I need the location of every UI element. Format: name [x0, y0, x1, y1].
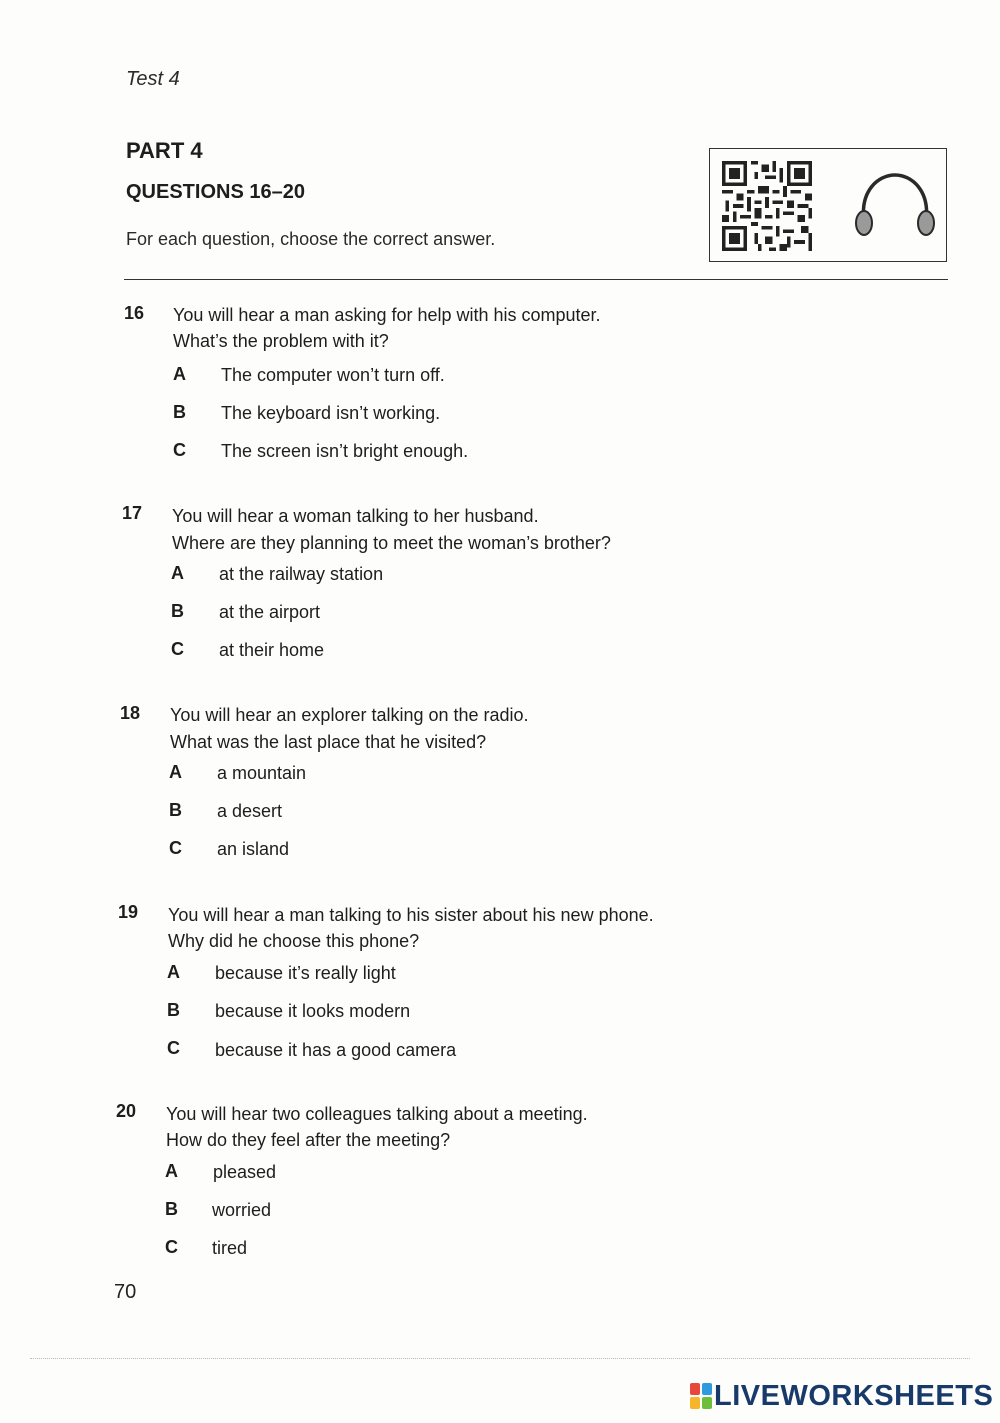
section-divider: [124, 279, 948, 280]
option-letter[interactable]: C: [167, 1038, 180, 1058]
option-letter[interactable]: B: [171, 601, 184, 621]
option-text[interactable]: pleased: [213, 1162, 277, 1182]
option-text[interactable]: at the airport: [219, 602, 321, 622]
option-letter[interactable]: C: [165, 1237, 178, 1257]
option-letter[interactable]: A: [165, 1161, 178, 1181]
option-letter[interactable]: B: [173, 402, 186, 422]
question-number: 19: [118, 902, 139, 922]
option-text[interactable]: tired: [212, 1238, 248, 1258]
question-number: 16: [124, 303, 145, 323]
watermark-text: LIVEWORKSHEETS: [714, 1379, 994, 1412]
question-text: What was the last place that he visited?: [170, 732, 487, 752]
test-label: Test 4: [126, 68, 180, 90]
question-prompt: You will hear a man talking to his sister about his new phone.: [168, 905, 654, 925]
liveworksheets-watermark: [690, 1378, 993, 1414]
option-letter[interactable]: B: [165, 1199, 178, 1219]
liveworksheets-logo-icon: [690, 1383, 712, 1409]
question-prompt: You will hear two colleagues talking about a meeting.: [166, 1104, 588, 1124]
option-letter[interactable]: C: [173, 440, 186, 460]
option-letter[interactable]: B: [167, 1000, 180, 1020]
question-text: Where are they planning to meet the woman’s brother?: [172, 533, 611, 553]
option-text[interactable]: a mountain: [217, 763, 307, 783]
instruction-text: For each question, choose the correct answer.: [126, 229, 496, 249]
qr-code-icon[interactable]: [722, 161, 812, 251]
question-prompt: You will hear an explorer talking on the radio.: [170, 705, 529, 725]
questions-title: QUESTIONS 16–20: [126, 181, 305, 203]
question-number: 18: [120, 703, 141, 723]
option-text[interactable]: because it has a good camera: [215, 1040, 457, 1060]
option-text[interactable]: The screen isn’t bright enough.: [221, 441, 469, 461]
option-letter[interactable]: A: [167, 962, 180, 982]
question-text: What’s the problem with it?: [173, 331, 389, 351]
option-text[interactable]: because it looks modern: [215, 1001, 411, 1021]
option-letter[interactable]: A: [171, 563, 184, 583]
option-letter[interactable]: A: [169, 762, 182, 782]
question-text: How do they feel after the meeting?: [166, 1130, 451, 1150]
option-text[interactable]: an island: [217, 839, 290, 859]
option-letter[interactable]: C: [169, 838, 182, 858]
option-text[interactable]: at their home: [219, 640, 325, 660]
question-prompt: You will hear a woman talking to her husband.: [172, 506, 539, 526]
part-title: PART 4: [126, 138, 203, 163]
question-number: 17: [122, 503, 143, 523]
option-text[interactable]: because it’s really light: [215, 963, 396, 983]
option-letter[interactable]: B: [169, 800, 182, 820]
option-text[interactable]: worried: [212, 1200, 272, 1220]
option-text[interactable]: a desert: [217, 801, 283, 821]
option-letter[interactable]: C: [171, 639, 184, 659]
audio-box[interactable]: [709, 148, 947, 262]
question-prompt: You will hear a man asking for help with his computer.: [173, 305, 601, 325]
option-text[interactable]: The keyboard isn’t working.: [221, 403, 441, 423]
page-number: 70: [114, 1281, 137, 1303]
question-text: Why did he choose this phone?: [168, 931, 420, 951]
headphones-icon: [852, 169, 938, 243]
option-text[interactable]: at the railway station: [219, 564, 384, 584]
scan-edge-line: [30, 1358, 970, 1359]
option-text[interactable]: The computer won’t turn off.: [221, 365, 445, 385]
option-letter[interactable]: A: [173, 364, 186, 384]
question-number: 20: [116, 1101, 137, 1121]
